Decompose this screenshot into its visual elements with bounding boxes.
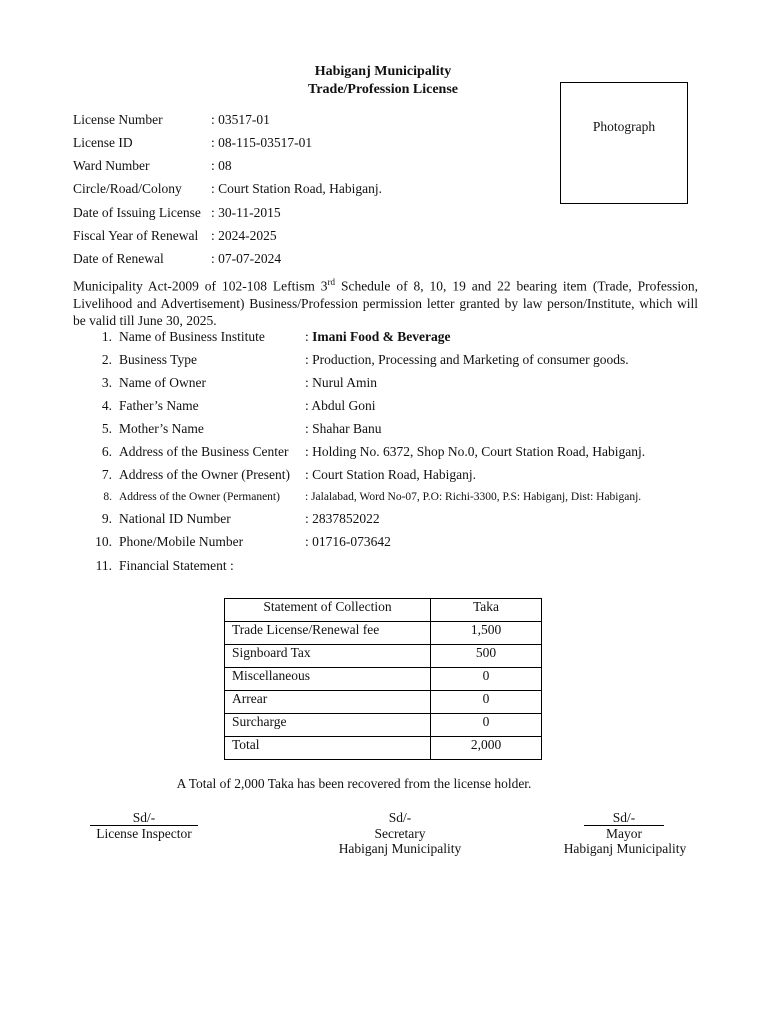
collection-amount: 2,000 xyxy=(431,737,542,760)
detail-label: Mother’s Name xyxy=(119,421,204,436)
table-row xyxy=(225,714,542,737)
collection-item: Trade License/Renewal fee xyxy=(225,622,431,645)
detail-label: Father’s Name xyxy=(119,398,199,413)
detail-label: Name of Business Institute xyxy=(119,329,265,344)
license-number-label: License Number xyxy=(73,112,163,127)
table-header-row xyxy=(225,599,542,622)
detail-label: Address of the Business Center xyxy=(119,444,289,459)
detail-value: : Court Station Road, Habiganj. xyxy=(305,467,476,482)
detail-value: : Holding No. 6372, Shop No.0, Court Station Road, Habiganj. xyxy=(305,444,646,459)
detail-number: 6. xyxy=(101,444,112,459)
detail-number: 2. xyxy=(101,352,112,367)
detail-number: 9. xyxy=(101,511,112,526)
detail-label: Business Type xyxy=(119,352,197,367)
photograph-box xyxy=(560,82,688,204)
value-prefix: : xyxy=(305,329,313,344)
paragraph-part-2: Schedule of 8, 10, 19 and 22 bearing item (Trade, Profession, Livelihood and Advertisement) Business/Profession permission letter granted by law person/Institute, which will be valid till June 30, 2025. xyxy=(73,278,698,328)
signature-sd: Sd/- xyxy=(612,810,636,825)
detail-label: National ID Number xyxy=(119,511,231,526)
renewal-date-value: : 07-07-2024 xyxy=(211,251,282,266)
ward-number-value: : 08 xyxy=(211,158,232,173)
permission-paragraph xyxy=(73,274,698,329)
ward-number-label: Ward Number xyxy=(73,158,150,173)
table-row xyxy=(225,645,542,668)
signature-org: Habiganj Municipality xyxy=(563,841,687,856)
column-header: Statement of Collection xyxy=(225,599,431,622)
table-row xyxy=(225,737,542,760)
table-row xyxy=(225,622,542,645)
signature-org: Habiganj Municipality xyxy=(338,841,462,856)
detail-value: : Jalalabad, Word No-07, P.O: Richi-3300, P.S: Habiganj, Dist: Habiganj. xyxy=(305,491,642,503)
table-row xyxy=(225,668,542,691)
license-number-value: : 03517-01 xyxy=(211,112,270,127)
signature-sd: Sd/- xyxy=(132,810,156,825)
detail-value: : 01716-073642 xyxy=(305,534,391,549)
detail-label: Financial Statement : xyxy=(119,558,234,573)
license-id-label: License ID xyxy=(73,135,133,150)
detail-value: : Production, Processing and Marketing of consumer goods. xyxy=(305,352,629,367)
collection-item: Surcharge xyxy=(225,714,431,737)
detail-number: 7. xyxy=(101,467,112,482)
photograph-label: Photograph xyxy=(592,119,656,134)
business-name-value xyxy=(305,329,451,345)
detail-number: 11. xyxy=(95,558,112,573)
detail-number: 3. xyxy=(101,375,112,390)
collection-item: Arrear xyxy=(225,691,431,714)
paragraph-superscript: rd xyxy=(327,277,336,287)
collection-item: Total xyxy=(225,737,431,760)
collection-amount: 0 xyxy=(431,714,542,737)
collection-item: Signboard Tax xyxy=(225,645,431,668)
detail-number: 8. xyxy=(103,491,112,503)
detail-label: Name of Owner xyxy=(119,375,206,390)
detail-value: : Abdul Goni xyxy=(305,398,376,413)
collection-amount: 1,500 xyxy=(431,622,542,645)
circle-road-value: : Court Station Road, Habiganj. xyxy=(211,181,382,196)
business-name: Imani Food & Beverage xyxy=(312,329,451,344)
issue-date-label: Date of Issuing License xyxy=(73,205,201,220)
financial-statement-table xyxy=(224,598,542,760)
detail-label: Phone/Mobile Number xyxy=(119,534,244,549)
detail-number: 4. xyxy=(101,398,112,413)
signature-title: License Inspector xyxy=(96,826,192,841)
collection-amount: 0 xyxy=(431,668,542,691)
circle-road-label: Circle/Road/Colony xyxy=(73,181,182,196)
detail-number: 1. xyxy=(101,329,112,344)
detail-label: Address of the Owner (Present) xyxy=(119,467,290,482)
detail-value: : Nurul Amin xyxy=(305,375,378,390)
fiscal-year-label: Fiscal Year of Renewal xyxy=(73,228,199,243)
signature-title: Mayor xyxy=(606,826,642,841)
column-header: Taka xyxy=(431,599,542,622)
detail-number: 10. xyxy=(95,534,112,549)
signature-sd: Sd/- xyxy=(388,810,412,825)
table-row xyxy=(225,691,542,714)
detail-number: 5. xyxy=(101,421,112,436)
signature-title: Secretary xyxy=(374,826,426,841)
fiscal-year-value: : 2024-2025 xyxy=(211,228,277,243)
document-title: Habiganj Municipality xyxy=(314,64,452,79)
total-recovered-note: A Total of 2,000 Taka has been recovered from the license holder. xyxy=(176,776,532,791)
detail-label: Address of the Owner (Permanent) xyxy=(119,491,280,503)
renewal-date-label: Date of Renewal xyxy=(73,251,164,266)
collection-amount: 0 xyxy=(431,691,542,714)
detail-value: : Shahar Banu xyxy=(305,421,382,436)
detail-value: : 2837852022 xyxy=(305,511,380,526)
collection-amount: 500 xyxy=(431,645,542,668)
document-subtitle: Trade/Profession License xyxy=(308,82,458,97)
issue-date-value: : 30-11-2015 xyxy=(211,205,281,220)
license-id-value: : 08-115-03517-01 xyxy=(211,135,313,150)
collection-item: Miscellaneous xyxy=(225,668,431,691)
paragraph-part-1: Municipality Act-2009 of 102-108 Leftism 3 xyxy=(73,278,328,294)
